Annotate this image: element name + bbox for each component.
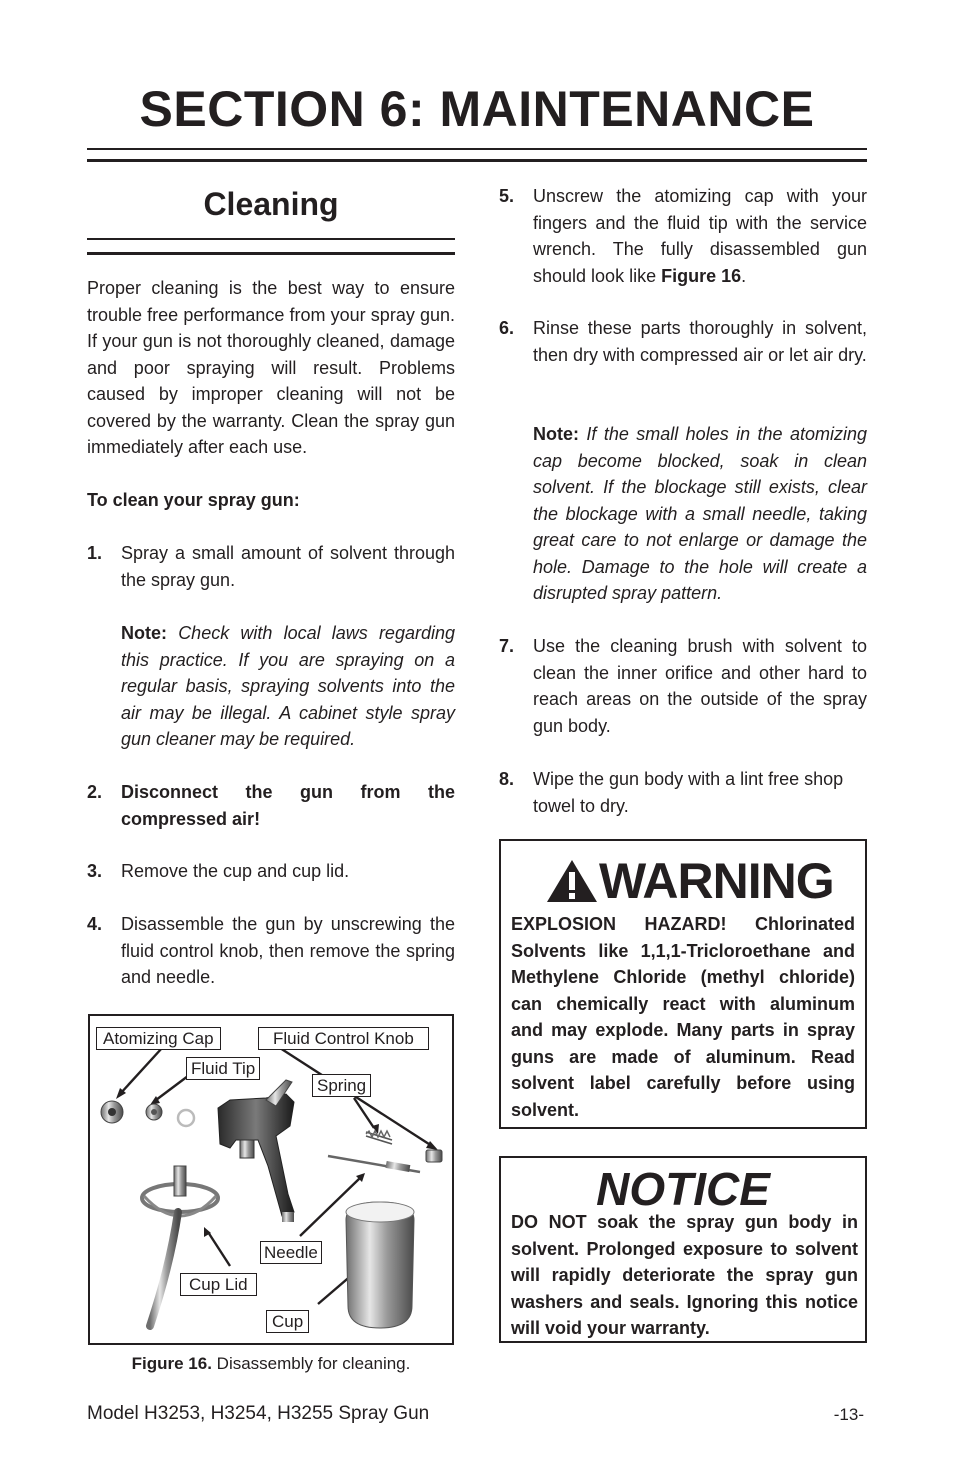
figure-caption	[87, 1354, 455, 1374]
intro-paragraph: Proper cleaning is the best way to ensure trouble free performance from your spray gun. If your gun is not thoroughly cleaned, damage and poor spraying will result. Problems caused by improper cleaning will not be covered by the warranty. Clean the spray gun immediately after each use.	[87, 278, 455, 457]
step-number: 3.	[87, 861, 103, 881]
step-4	[87, 911, 455, 991]
note-label: Note:	[121, 623, 167, 643]
subsection-title: Cleaning	[203, 186, 339, 222]
step-number: 7.	[499, 636, 515, 656]
step-number: 1.	[87, 543, 103, 563]
step-text: Rinse these parts thoroughly in solvent, then dry with compressed air or let air dry.	[533, 318, 867, 365]
warning-text: EXPLOSION HAZARD! Chlorinated Solvents like 1,1,1-Tricloroethane and Methylene Chloride (methyl chloride) can chemically react with aluminum and may explode. Many parts in spray guns are made of aluminum. Read solvent label carefully before using solvent.	[511, 914, 855, 1120]
procedure-heading: To clean your spray gun:	[87, 490, 300, 510]
step-text: Disconnect the gun from the compressed air!	[121, 782, 455, 829]
note-text: Check with local laws regarding this practice. If you are spraying on a regular basis, spraying solvents into the air may be illegal. A cabinet style spray gun cleaner may be required.	[121, 623, 455, 749]
step-text: Spray a small amount of solvent through the spray gun.	[121, 543, 455, 590]
subtitle-rule-thin	[87, 238, 455, 240]
page-title: SECTION 6: MAINTENANCE	[139, 81, 815, 137]
notice-box	[499, 1156, 867, 1343]
warning-word: WARNING	[599, 853, 834, 909]
step-5	[499, 183, 867, 289]
step-number: 2.	[87, 782, 103, 802]
title-rule-thin	[87, 148, 867, 150]
figure-16	[88, 1014, 454, 1345]
step-3	[87, 858, 455, 886]
note-label: Note:	[533, 424, 579, 444]
step-number: 5.	[499, 186, 515, 206]
figure-caption-text: Disassembly for cleaning.	[211, 1354, 411, 1373]
callout-atomizing-cap: Atomizing Cap	[96, 1027, 221, 1050]
figure-reference: Figure 16	[661, 265, 742, 286]
title-rule-thick	[87, 159, 867, 162]
note-text: If the small holes in the atomizing cap become blocked, soak in clean solvent. If the blockage still exists, clear the blockage with a small needle, taking great care to not enlarge or damage the hole. Damage to the hole will create a disrupted spray pattern.	[533, 424, 867, 603]
step-7	[499, 633, 867, 739]
note-step-1	[121, 620, 455, 753]
callout-cup-lid: Cup Lid	[180, 1273, 257, 1296]
step-text-main: Unscrew the atomizing cap with your fingers and the fluid tip with the service wrench. The fully disassembled gun should look like	[533, 186, 867, 286]
step-text: Remove the cup and cup lid.	[121, 861, 350, 881]
callout-cup: Cup	[266, 1310, 309, 1333]
warning-box	[499, 839, 867, 1129]
step-1	[87, 540, 455, 594]
page-number: -13-	[833, 1405, 864, 1424]
figure-caption-label: Figure 16.	[131, 1354, 212, 1373]
step-text	[533, 183, 867, 289]
warning-triangle-icon	[545, 858, 599, 904]
note-step-6	[533, 421, 867, 607]
disassembly-illustration	[90, 1016, 452, 1343]
step-6	[499, 315, 867, 395]
callout-spring: Spring	[312, 1074, 371, 1097]
callout-fluid-tip: Fluid Tip	[186, 1057, 260, 1080]
step-8	[499, 766, 867, 820]
step-number: 8.	[499, 769, 515, 789]
warning-header	[545, 855, 834, 907]
step-text-end: .	[741, 265, 747, 286]
step-2	[87, 779, 455, 833]
callout-needle: Needle	[260, 1241, 322, 1264]
callout-fluid-control-knob: Fluid Control Knob	[258, 1027, 429, 1050]
step-number: 4.	[87, 914, 103, 934]
step-text: Disassemble the gun by unscrewing the fluid control knob, then remove the spring and needle.	[121, 914, 455, 987]
notice-text: DO NOT soak the spray gun body in solvent. Prolonged exposure to solvent will rapidly deteriorate the spray gun washers and seals. Ignoring this notice will void your warranty.	[511, 1212, 858, 1338]
subtitle-rule-thick	[87, 252, 455, 255]
notice-word: NOTICE	[596, 1163, 770, 1215]
footer-model: Model H3253, H3254, H3255 Spray Gun	[87, 1403, 430, 1424]
step-text: Use the cleaning brush with solvent to clean the inner orifice and other hard to reach areas on the outside of the spray gun body.	[533, 636, 867, 736]
step-number: 6.	[499, 318, 515, 338]
step-text: Wipe the gun body with a lint free shop towel to dry.	[533, 769, 844, 816]
